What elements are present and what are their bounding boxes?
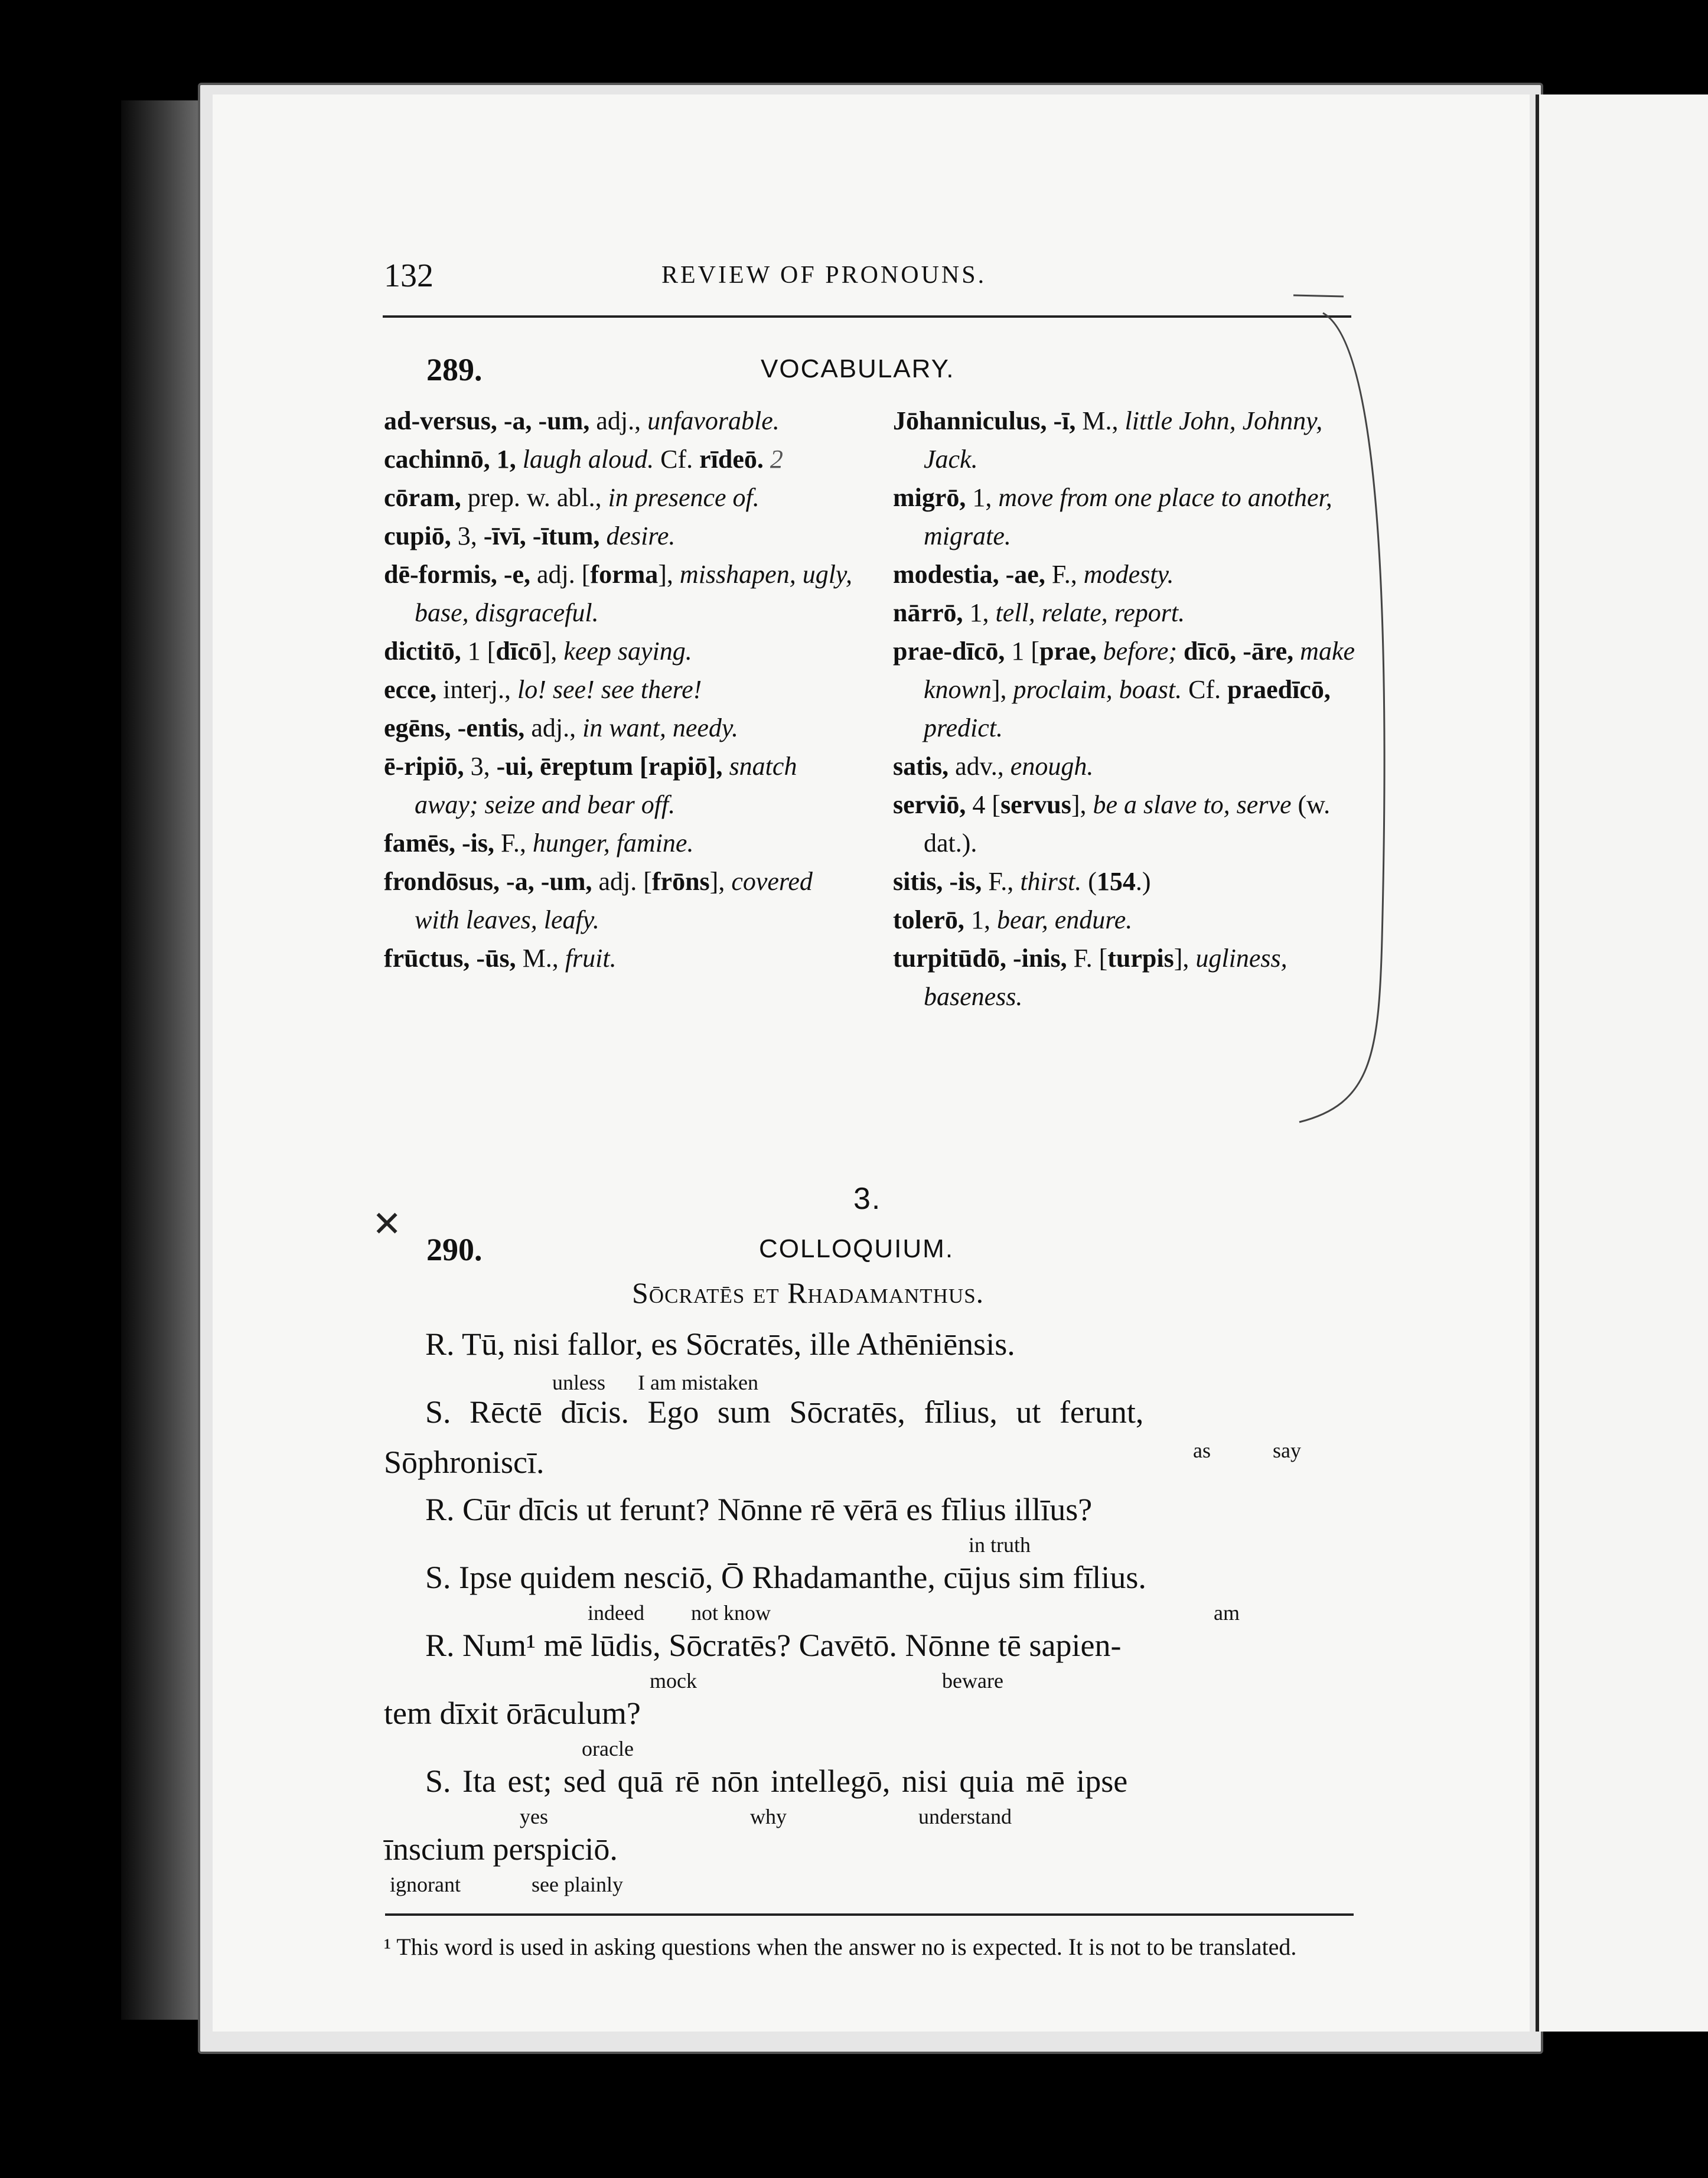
vocab-entry: modestia, -ae, F., modesty.	[893, 560, 1174, 589]
gloss: see plainly	[532, 1873, 623, 1896]
colloquium-section-number: 290.	[426, 1232, 483, 1267]
page-number: 132	[384, 257, 433, 294]
gloss: yes	[520, 1805, 548, 1828]
dialogue-line: S. Rēctē dīcis. Ego sum Sōcratēs, fīlius, ut ferunt,	[425, 1394, 1144, 1430]
vocab-entry: frondōsus, -a, -um, adj. [frōns], covered with leaves, leafy.	[384, 867, 813, 934]
dialogue-line: R. Tū, nisi fallor, es Sōcratēs, ille Athēniēnsis.	[425, 1326, 1015, 1362]
vocab-entry: Jōhanniculus, -ī, M., little John, Johnny, Jack.	[893, 406, 1323, 474]
vocab-entry: sitis, -is, F., thirst. (154.)	[893, 867, 1151, 896]
dialogue-line: R. Num¹ mē lūdis, Sōcratēs? Cavētō. Nōnne tē sapien-	[425, 1628, 1122, 1663]
vocab-entry: dictitō, 1 [dīcō], keep saying.	[384, 637, 692, 666]
facing-page	[1536, 94, 1708, 2032]
vocab-entry: cupiō, 3, -īvī, -ītum, desire.	[384, 521, 676, 550]
gloss: in truth	[969, 1533, 1031, 1557]
header-rule	[383, 315, 1351, 318]
running-title: REVIEW OF PRONOUNS.	[661, 262, 987, 289]
gloss: oracle	[582, 1737, 634, 1760]
book-page	[213, 94, 1530, 2032]
dialogue-line: tem dīxit ōrāculum?	[384, 1696, 641, 1731]
vocab-entry: famēs, -is, F., hunger, famine.	[384, 829, 694, 857]
footnote-rule	[385, 1913, 1354, 1916]
gloss: indeed	[588, 1601, 644, 1625]
gloss: why	[750, 1805, 787, 1828]
vocab-entry: frūctus, -ūs, M., fruit.	[384, 944, 617, 973]
vocab-entry: prae-dīcō, 1 [prae, before; dīcō, -āre, make known], proclaim, boast. Cf. praedīcō, predict.	[893, 637, 1355, 742]
vocab-entry: serviō, 4 [servus], be a slave to, serve (w. dat.).	[893, 790, 1331, 857]
gloss: ignorant	[390, 1873, 461, 1896]
vocab-entry: satis, adv., enough.	[893, 752, 1094, 781]
vocab-entry: ecce, interj., lo! see! see there!	[384, 675, 702, 704]
vocab-entry: dē-formis, -e, adj. [forma], misshapen, ugly, base, disgraceful.	[384, 560, 853, 627]
dialogue-line: Sōphroniscī.	[384, 1445, 545, 1480]
gloss: I am mistaken	[638, 1371, 758, 1394]
handwritten-x-mark: ✕	[372, 1204, 402, 1245]
lesson-number: 3.	[853, 1182, 882, 1216]
dialogue-line: S. Ita est; sed quā rē nōn intellegō, nisi quia mē ipse	[425, 1763, 1128, 1799]
dialogue-line: S. Ipse quidem nesciō, Ō Rhadamanthe, cūjus sim fīlius.	[425, 1560, 1146, 1595]
vocab-entry: ē-ripiō, 3, -ui, ēreptum [rapiō], snatch away; seize and bear off.	[384, 752, 797, 819]
vocabulary-section-number: 289.	[426, 352, 483, 387]
dialogue-line: īnscium perspiciō.	[384, 1831, 618, 1867]
gloss: say	[1273, 1439, 1301, 1462]
handwritten-note: 2	[770, 445, 783, 474]
vocabulary-left-column	[384, 402, 856, 977]
vocab-entry: turpitūdō, -inis, F. [turpis], ugliness, baseness.	[893, 944, 1287, 1011]
dialogue-line: R. Cūr dīcis ut ferunt? Nōnne rē vērā es fīlius illīus?	[425, 1492, 1093, 1527]
vocab-entry: nārrō, 1, tell, relate, report.	[893, 598, 1185, 627]
gloss: not know	[691, 1601, 771, 1625]
gloss: understand	[918, 1805, 1012, 1828]
vocab-entry: cōram, prep. w. abl., in presence of.	[384, 483, 760, 512]
pencil-bracket-mark	[1287, 289, 1406, 1146]
vocab-entry: migrō, 1, move from one place to another, migrate.	[893, 483, 1332, 550]
gloss: as	[1193, 1439, 1211, 1462]
colloquium-title: COLLOQUIUM.	[759, 1234, 954, 1263]
vocab-entry: ad-versus, -a, -um, adj., unfavorable.	[384, 406, 780, 435]
gloss: unless	[552, 1371, 605, 1394]
vocabulary-title: VOCABULARY.	[761, 354, 955, 383]
gloss: beware	[942, 1669, 1003, 1693]
gloss: am	[1214, 1601, 1240, 1625]
colloquium-subtitle: Sōcratēs et Rhadamanthus.	[632, 1276, 985, 1309]
vocab-entry: tolerō, 1, bear, endure.	[893, 905, 1133, 934]
vocab-entry: cachinnō, 1, laugh aloud. Cf. rīdeō. 2	[384, 445, 783, 474]
vocab-entry: egēns, -entis, adj., in want, needy.	[384, 713, 739, 742]
gloss: mock	[650, 1669, 697, 1693]
footnote: ¹ This word is used in asking questions when the answer no is expected. It is not to be translated.	[384, 1934, 1297, 1960]
